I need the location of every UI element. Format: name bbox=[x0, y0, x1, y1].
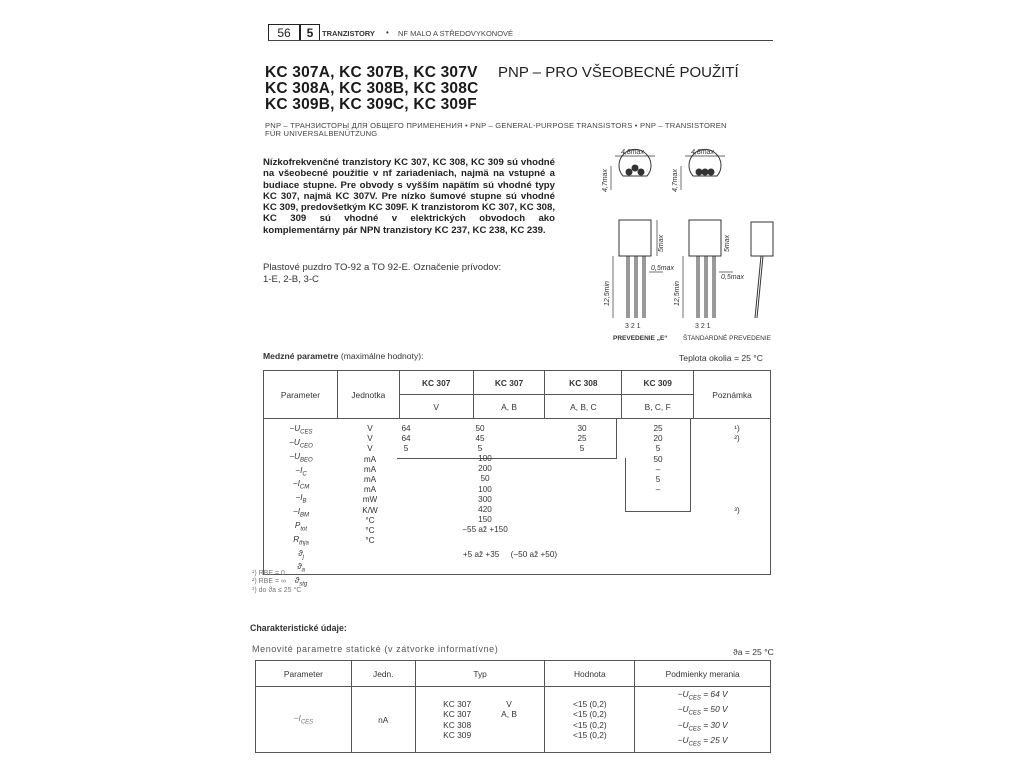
char-col-value: Hodnota bbox=[545, 661, 635, 687]
param-ubeo: $-U_{BEO}$ bbox=[289, 451, 313, 464]
header-rule bbox=[268, 40, 773, 41]
unit-6: mA bbox=[363, 485, 377, 495]
limits-divider-2 bbox=[616, 418, 617, 458]
kc309-1: 20 bbox=[653, 434, 663, 444]
param-ptot: $P_{tot}$ bbox=[294, 520, 308, 533]
dim-5-left: 5max bbox=[658, 234, 665, 252]
side-view bbox=[751, 222, 773, 256]
kc308-1: 25 bbox=[577, 434, 587, 444]
kc309-6: – bbox=[655, 485, 661, 495]
limits-divider-5 bbox=[690, 418, 691, 512]
unit-3: mA bbox=[363, 454, 377, 464]
kc308-0: 30 bbox=[577, 424, 587, 433]
col-variant-3: A, B, C bbox=[545, 395, 622, 419]
dim-5-right: 5max bbox=[724, 234, 731, 252]
char-variant-0: V bbox=[506, 698, 512, 709]
param-tj: $ϑ_j$ bbox=[298, 548, 304, 561]
notes-column bbox=[722, 424, 752, 444]
title-suffix: PNP – PRO VŠEOBECNÉ POUŽITÍ bbox=[498, 64, 739, 81]
subtitle-line-1: PNP – ТРАНЗИСТОРЫ ДЛЯ ОБЩЕГО ПРИМЕНЕНИЯ • PNP – GENERAL-PURPOSE TRANSISTORS • PNP – TRANSISTOREN bbox=[265, 121, 727, 130]
kc307ab-0: 50 bbox=[475, 424, 485, 433]
footnote-3: ³) do ϑa ≤ 25 °C bbox=[252, 586, 302, 594]
char-col-unit: Jedn. bbox=[351, 661, 415, 687]
param-uceo: $-U_{CEO}$ bbox=[289, 437, 313, 450]
unit-2: V bbox=[367, 444, 373, 454]
right-body bbox=[689, 220, 721, 256]
char-condition-1: $-U_{CES} = 50$ V bbox=[677, 704, 728, 717]
char-value-0: <15 (0,2) bbox=[572, 698, 607, 709]
kc307ab-column bbox=[460, 424, 500, 455]
pins-right: 3 2 1 bbox=[695, 323, 711, 330]
dim-48-right: 4,8max bbox=[691, 149, 714, 156]
label-e-version: PREVEDENIE „E“ bbox=[613, 335, 668, 342]
kc309-4: – bbox=[655, 464, 661, 474]
footnote-1: ¹) RBE = 0 bbox=[252, 570, 285, 577]
dim-05-right: 0,5max bbox=[721, 274, 744, 281]
kc309-2: 5 bbox=[655, 444, 661, 454]
unit-11: °C bbox=[365, 536, 375, 546]
chapter-number: 5 bbox=[301, 25, 319, 40]
unit-9: °C bbox=[365, 515, 375, 525]
char-value-1: <15 (0,2) bbox=[572, 709, 607, 719]
char-variants bbox=[501, 699, 517, 741]
col-variant-2: A, B bbox=[473, 395, 545, 419]
limits-divider-3 bbox=[625, 458, 626, 512]
kc307ab-1: 45 bbox=[475, 434, 485, 444]
footnote-2: ²) RBE = ∞ bbox=[252, 578, 286, 586]
shared-ta: −55 až +150 bbox=[462, 525, 508, 535]
col-type-3: KC 308 bbox=[545, 371, 622, 395]
col-type-1: KC 307 bbox=[399, 371, 473, 395]
limits-divider-4 bbox=[625, 511, 691, 512]
unit-8: K/W bbox=[362, 505, 378, 515]
limits-heading-note: (maximálne hodnoty): bbox=[340, 351, 424, 361]
package-drawing bbox=[585, 148, 785, 358]
kc307v-column bbox=[386, 424, 426, 455]
header-subsection: NF MALO A STŘEDOVYKONOVÉ bbox=[398, 29, 514, 38]
unit-0: V bbox=[367, 424, 373, 433]
page-number: 56 bbox=[269, 25, 301, 40]
char-types bbox=[443, 699, 471, 741]
title-line-1: KC 307A, KC 307B, KC 307V bbox=[265, 64, 478, 81]
kc309-3: 50 bbox=[653, 454, 663, 464]
col-parameter: Parameter bbox=[264, 371, 338, 419]
param-ic: $-I_C$ bbox=[295, 465, 307, 478]
kc307v-1: 64 bbox=[401, 434, 411, 444]
char-condition-2: $-U_{CES} = 30$ V bbox=[677, 719, 728, 733]
dim-47-left: 4,7max bbox=[602, 169, 609, 192]
subtitle-line-2: FÜR UNIVERSALBENÜTZUNG bbox=[265, 129, 378, 138]
characteristics-table bbox=[255, 660, 771, 753]
unit-10: °C bbox=[365, 526, 375, 536]
kc308-2: 5 bbox=[579, 444, 585, 454]
param-icm: $-I_{CM}$ bbox=[292, 479, 310, 492]
shared-ibm: 100 bbox=[478, 484, 492, 494]
kc308-column bbox=[562, 424, 602, 455]
dim-48-left: 4,8max bbox=[621, 149, 644, 156]
char-type-1: KC 307 bbox=[443, 709, 472, 719]
param-rthja: $R_{thja}$ bbox=[293, 534, 309, 547]
kc309-5: 5 bbox=[655, 475, 661, 485]
char-values bbox=[545, 687, 635, 753]
kc307ab-2: 5 bbox=[477, 444, 483, 454]
limits-heading bbox=[263, 351, 424, 361]
dim-47-right: 4,7max bbox=[672, 169, 679, 192]
col-type-2: KC 307 bbox=[473, 371, 545, 395]
header-bullet: • bbox=[386, 28, 389, 37]
limits-temperature: Teplota okolia = 25 °C bbox=[679, 353, 763, 363]
unit-1: V bbox=[367, 434, 373, 444]
shared-values-column bbox=[410, 454, 560, 536]
title-line-3: KC 309B, KC 309C, KC 309F bbox=[265, 96, 477, 113]
pins-left: 3 2 1 bbox=[625, 323, 641, 330]
description-text: Nízkofrekvenčné tranzistory KC 307, KC 308, KC 309 sú vhodné na všeobecné použitie v nf zariadeniach, najmä na vstupné a budiace stupne. Pre obvody s vyšším napätím sú vhodné typy KC 307, najmä KC 307V. Pre nízko šumové stupne sú vhodné KC 309, predovšetkým KC 309F. K tranzistorom KC 307, KC 308, KC 309 sú vhodné v elektrických obvodoch ako komplementárny pár NPN tranzistory KC 237, KC 238, KC 239. bbox=[263, 157, 555, 236]
title-line-2: KC 308A, KC 308B, KC 308C bbox=[265, 80, 479, 97]
dim-125-right: 12,5min bbox=[674, 281, 681, 306]
note-2: ²) bbox=[734, 434, 740, 444]
label-standard-version: ŠTANDARDNÉ PREVEDENIE bbox=[683, 335, 772, 342]
shared-tstg: +5 až +35 (−50 až +50) bbox=[462, 550, 558, 559]
page-number-box bbox=[268, 24, 320, 41]
char-col-conditions: Podmienky merania bbox=[635, 661, 771, 687]
package-line-2: 1-E, 2-B, 3-C bbox=[263, 273, 319, 285]
char-col-type: Typ bbox=[415, 661, 545, 687]
package-text bbox=[263, 262, 555, 285]
char-value-2: <15 (0,2) bbox=[572, 719, 607, 730]
kc309-column bbox=[638, 424, 678, 495]
characteristics-subheading: Menovité parametre statické (v zátvorke informatívne) bbox=[252, 644, 499, 654]
col-variant-4: B, C, F bbox=[622, 395, 694, 419]
col-unit: Jednotka bbox=[337, 371, 399, 419]
params-column bbox=[270, 424, 332, 590]
char-type-0: KC 307 bbox=[443, 698, 472, 709]
shared-ib: 50 bbox=[480, 474, 490, 484]
char-variant-1: A, B bbox=[501, 709, 517, 719]
col-variant-1: V bbox=[399, 395, 473, 419]
param-ta: $ϑ_a$ bbox=[297, 562, 305, 575]
unit-5: mA bbox=[363, 475, 377, 485]
note-3: ³) bbox=[734, 506, 740, 515]
shared-icm: 200 bbox=[478, 464, 492, 474]
package-line-1: Plastové puzdro TO-92 a TO 92-E. Označenie prívodov: bbox=[263, 262, 502, 273]
param-ibm: $-I_{BM}$ bbox=[292, 507, 310, 519]
shared-rthja: 420 bbox=[478, 505, 492, 515]
shared-ic: 100 bbox=[478, 454, 492, 463]
kc309-0: 25 bbox=[653, 424, 663, 433]
char-unit: nA bbox=[351, 687, 415, 753]
param-ib: $-I_B$ bbox=[295, 493, 307, 505]
param-uces: $-U_{CES}$ bbox=[289, 424, 313, 436]
char-param: $-I_{CES}$ bbox=[256, 687, 352, 753]
char-condition-3: $-U_{CES} = 25$ V bbox=[677, 734, 728, 748]
characteristics-temperature: ϑa = 25 °C bbox=[733, 647, 774, 657]
characteristics-heading: Charakteristické údaje: bbox=[250, 623, 347, 633]
shared-tj: 150 bbox=[478, 515, 492, 525]
char-type-2: KC 308 bbox=[443, 719, 472, 730]
kc307v-2: 5 bbox=[403, 444, 409, 454]
note-1: ¹) bbox=[734, 424, 740, 433]
left-body bbox=[619, 220, 651, 256]
unit-7: mW bbox=[362, 495, 378, 505]
col-note: Poznámka bbox=[694, 371, 771, 419]
param-tstg: $ϑ_{stg}$ bbox=[294, 576, 308, 588]
dim-125-left: 12,5min bbox=[604, 281, 611, 306]
dim-05-left: 0,5max bbox=[651, 265, 674, 272]
col-type-4: KC 309 bbox=[622, 371, 694, 395]
unit-4: mA bbox=[363, 464, 377, 474]
char-type-3: KC 309 bbox=[443, 730, 472, 740]
char-conditions bbox=[635, 687, 771, 753]
header-section: TRANZISTORY bbox=[322, 29, 375, 38]
shared-ptot: 300 bbox=[478, 494, 492, 504]
char-types-cell bbox=[415, 687, 545, 753]
char-value-3: <15 (0,2) bbox=[572, 730, 607, 740]
footnotes bbox=[252, 570, 301, 595]
limits-heading-bold: Medzné parametre bbox=[263, 351, 339, 361]
kc307v-0: 64 bbox=[401, 424, 411, 433]
char-condition-0: $-U_{CES} = 64$ V bbox=[677, 689, 728, 702]
char-col-parameter: Parameter bbox=[256, 661, 352, 687]
